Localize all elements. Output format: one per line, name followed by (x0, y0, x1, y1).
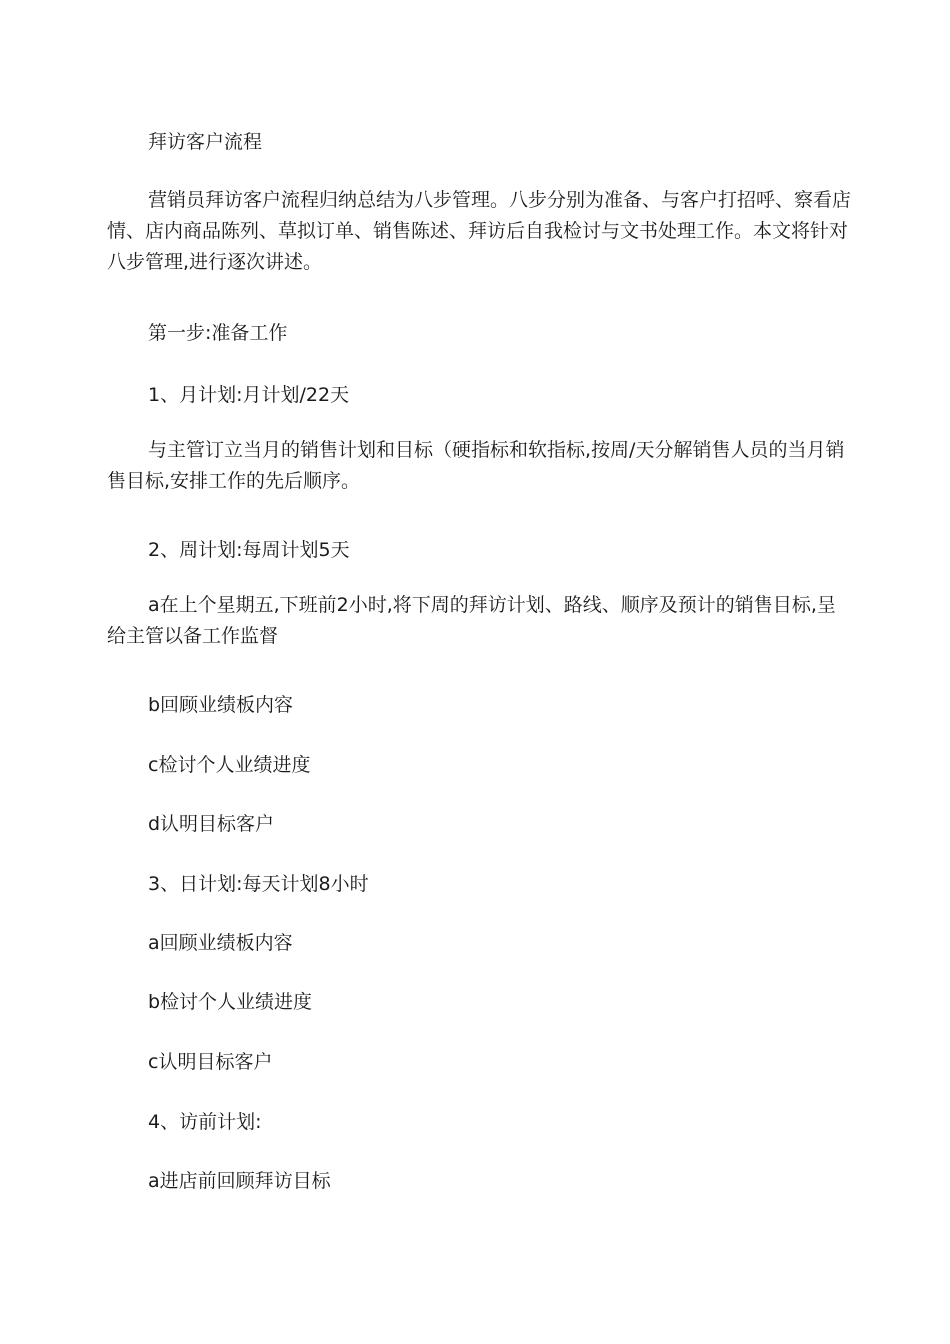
step-one-heading: 第一步:准备工作 (148, 322, 288, 344)
daily-plan-heading: 3、日计划:每天计划8小时 (148, 873, 369, 895)
daily-plan-item-c: c认明目标客户 (148, 1051, 273, 1073)
pre-visit-plan-heading: 4、访前计划: (148, 1111, 262, 1133)
weekly-plan-item-b: b回顾业绩板内容 (148, 694, 294, 716)
weekly-plan-heading: 2、周计划:每周计划5天 (148, 539, 350, 561)
monthly-plan-heading: 1、月计划:月计划/22天 (148, 384, 350, 406)
intro-paragraph: 营销员拜访客户流程归纳总结为八步管理。八步分别为准备、与客户打招呼、察看店情、店内商品陈列、草拟订单、销售陈述、拜访后自我检讨与文书处理工作。本文将针对八步管理,进行逐次讲述。 (107, 189, 852, 273)
weekly-plan-item-c: c检讨个人业绩进度 (148, 754, 311, 776)
weekly-plan-item-a: a在上个星期五,下班前2小时,将下周的拜访计划、路线、顺序及预计的销售目标,呈给主管以备工作监督 (107, 594, 836, 647)
pre-visit-plan-item-a: a进店前回顾拜访目标 (148, 1170, 331, 1192)
monthly-plan-paragraph: 与主管订立当月的销售计划和目标（硬指标和软指标,按周/天分解销售人员的当月销售目标,安排工作的先后顺序。 (107, 439, 845, 492)
document-title: 拜访客户流程 (148, 131, 263, 153)
daily-plan-item-a: a回顾业绩板内容 (148, 932, 293, 954)
daily-plan-item-b: b检讨个人业绩进度 (148, 991, 313, 1013)
weekly-plan-item-d: d认明目标客户 (148, 813, 275, 835)
